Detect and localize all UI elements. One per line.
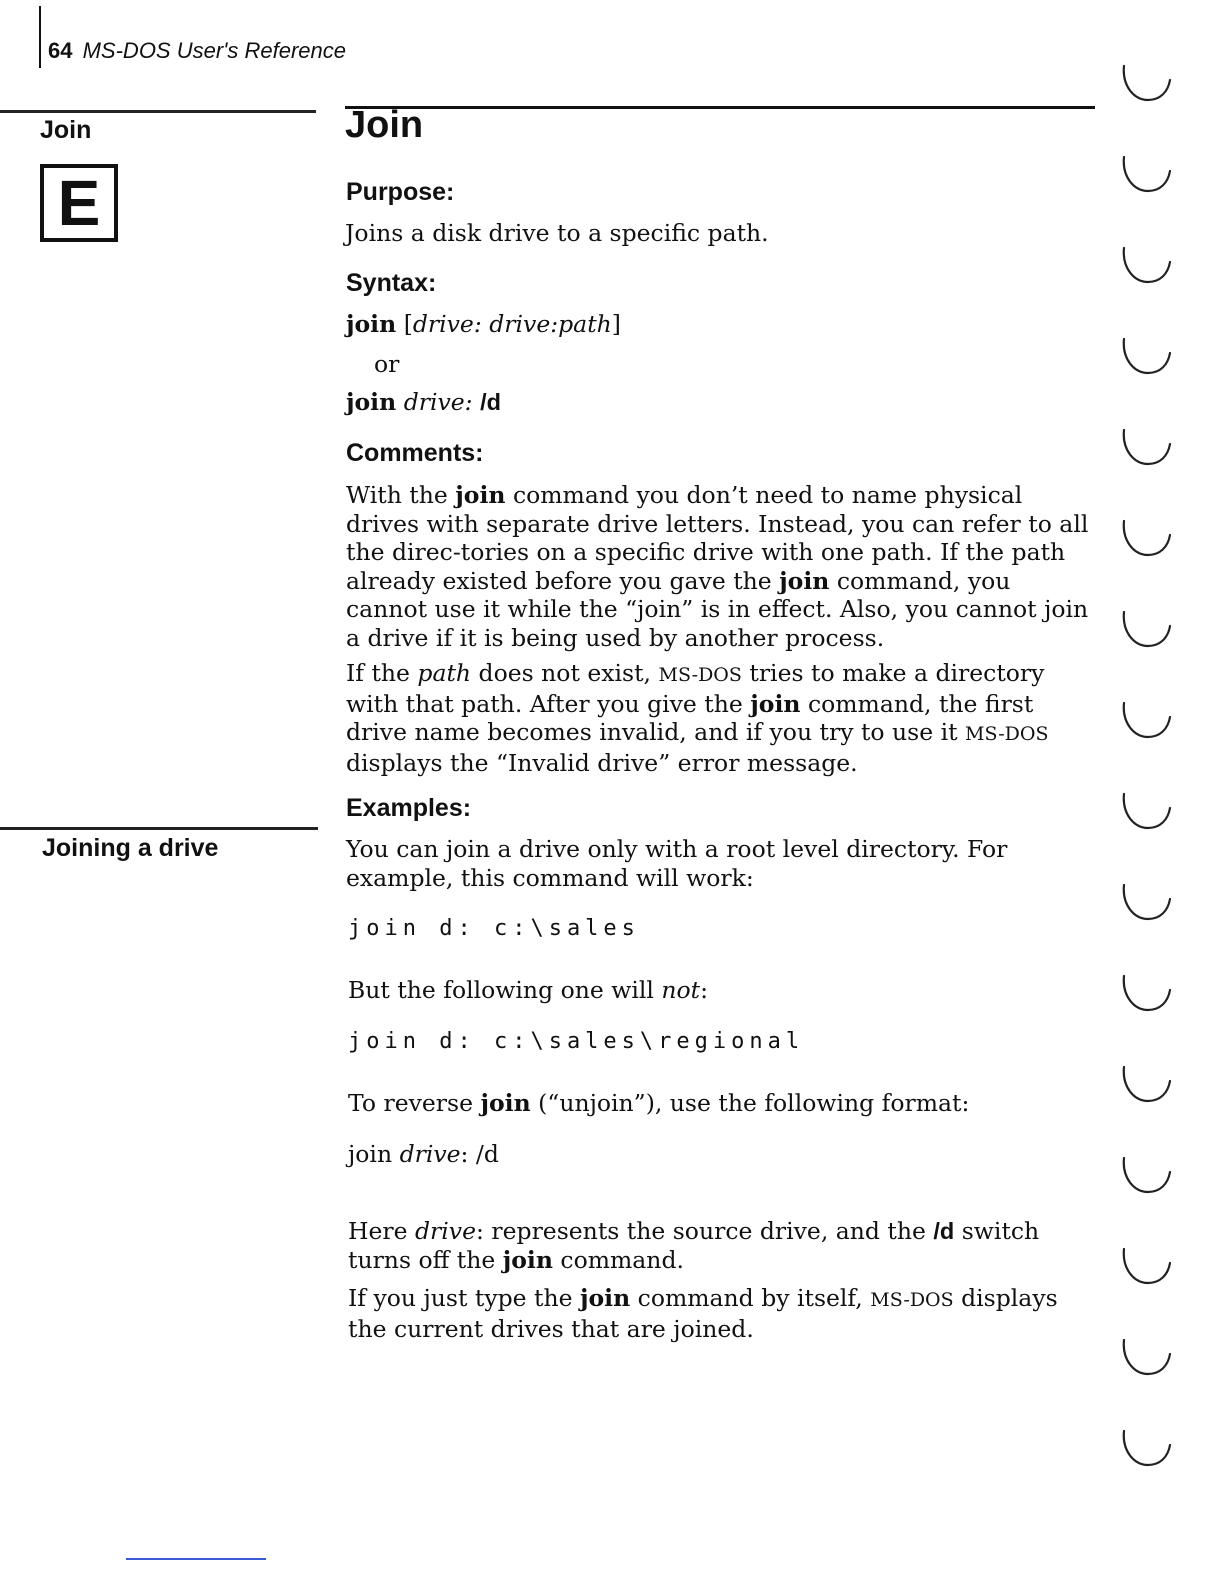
binding-hole-icon <box>1118 697 1178 745</box>
comments-paragraph-1: With the join command you don’t need to name physical drives with separate drive letters. Instead, you can refer to all the direc-tories on a specific drive with one path. If the path already existed before you gave the join command, you cannot use it while the “join” is in effect. Also, you cannot join a drive if it is being used by another process. <box>346 481 1089 652</box>
binding-holes <box>1118 60 1198 1520</box>
examples-heading: Examples: <box>346 794 472 822</box>
sidebar-section-label: Join <box>40 116 92 144</box>
binding-hole-icon <box>1118 1061 1178 1109</box>
syntax-line-2 <box>346 388 501 416</box>
binding-hole-icon <box>1118 606 1178 654</box>
comments-heading: Comments: <box>346 439 484 467</box>
syntax-bracket-open: [ <box>403 310 413 338</box>
footer-rule <box>126 1558 266 1560</box>
reverse-line: To reverse join (“unjoin”), use the following format: <box>348 1089 970 1117</box>
binding-hole-icon <box>1118 1334 1178 1382</box>
sidebar-example-label: Joining a drive <box>42 834 219 862</box>
last-paragraph: If you just type the join command by itself, MS-DOS displays the current drives that are joined. <box>348 1284 1058 1343</box>
syntax-cmd-2: join <box>346 388 397 416</box>
book-title: MS-DOS User's Reference <box>82 38 346 63</box>
binding-hole-icon <box>1118 788 1178 836</box>
examples-intro: You can join a drive only with a root level directory. For example, this command will work: <box>346 835 1008 892</box>
syntax-switch: /d <box>480 389 501 415</box>
code-example-2: join d: c:\sales\regional <box>348 1029 805 1054</box>
page-title: Join <box>345 104 424 146</box>
binding-hole-icon <box>1118 60 1178 108</box>
title-rule <box>345 106 1095 109</box>
sidebar-rule-top <box>0 110 316 113</box>
unjoin-format: join drive: /d <box>348 1140 499 1168</box>
binding-hole-icon <box>1118 970 1178 1018</box>
purpose-heading: Purpose: <box>346 178 455 206</box>
syntax-arg-path: drive:path <box>489 310 612 338</box>
binding-hole-icon <box>1118 242 1178 290</box>
syntax-or: or <box>374 350 400 378</box>
binding-hole-icon <box>1118 151 1178 199</box>
syntax-arg-drive: drive: <box>412 310 482 338</box>
syntax-bracket-close: ] <box>611 310 621 338</box>
binding-hole-icon <box>1118 879 1178 927</box>
syntax-cmd: join <box>346 310 397 338</box>
comments-paragraph-2: If the path does not exist, MS-DOS tries to make a directory with that path. After you give the join command, the first drive name becomes invalid, and if you try to use it MS-DOS displays the “Invalid drive” error message. <box>346 659 1049 777</box>
binding-hole-icon <box>1118 1152 1178 1200</box>
binding-hole-icon <box>1118 1243 1178 1291</box>
page-number: 64 <box>48 38 73 63</box>
section-tab-e: E <box>40 164 118 242</box>
binding-hole-icon <box>1118 333 1178 381</box>
here-paragraph: Here drive: represents the source drive, and the /d switch turns off the join command. <box>348 1217 1040 1274</box>
purpose-text: Joins a disk drive to a specific path. <box>345 219 769 247</box>
header-rule <box>39 6 41 68</box>
running-header <box>48 38 346 64</box>
binding-hole-icon <box>1118 515 1178 563</box>
syntax-heading: Syntax: <box>346 269 437 297</box>
binding-hole-icon <box>1118 1425 1178 1473</box>
sidebar-rule-examples <box>0 827 318 830</box>
syntax-arg-drive-2: drive: <box>403 388 473 416</box>
binding-hole-icon <box>1118 424 1178 472</box>
code-example-1: join d: c:\sales <box>348 916 640 941</box>
not-line: But the following one will not: <box>348 976 709 1004</box>
syntax-line-1 <box>346 310 621 338</box>
